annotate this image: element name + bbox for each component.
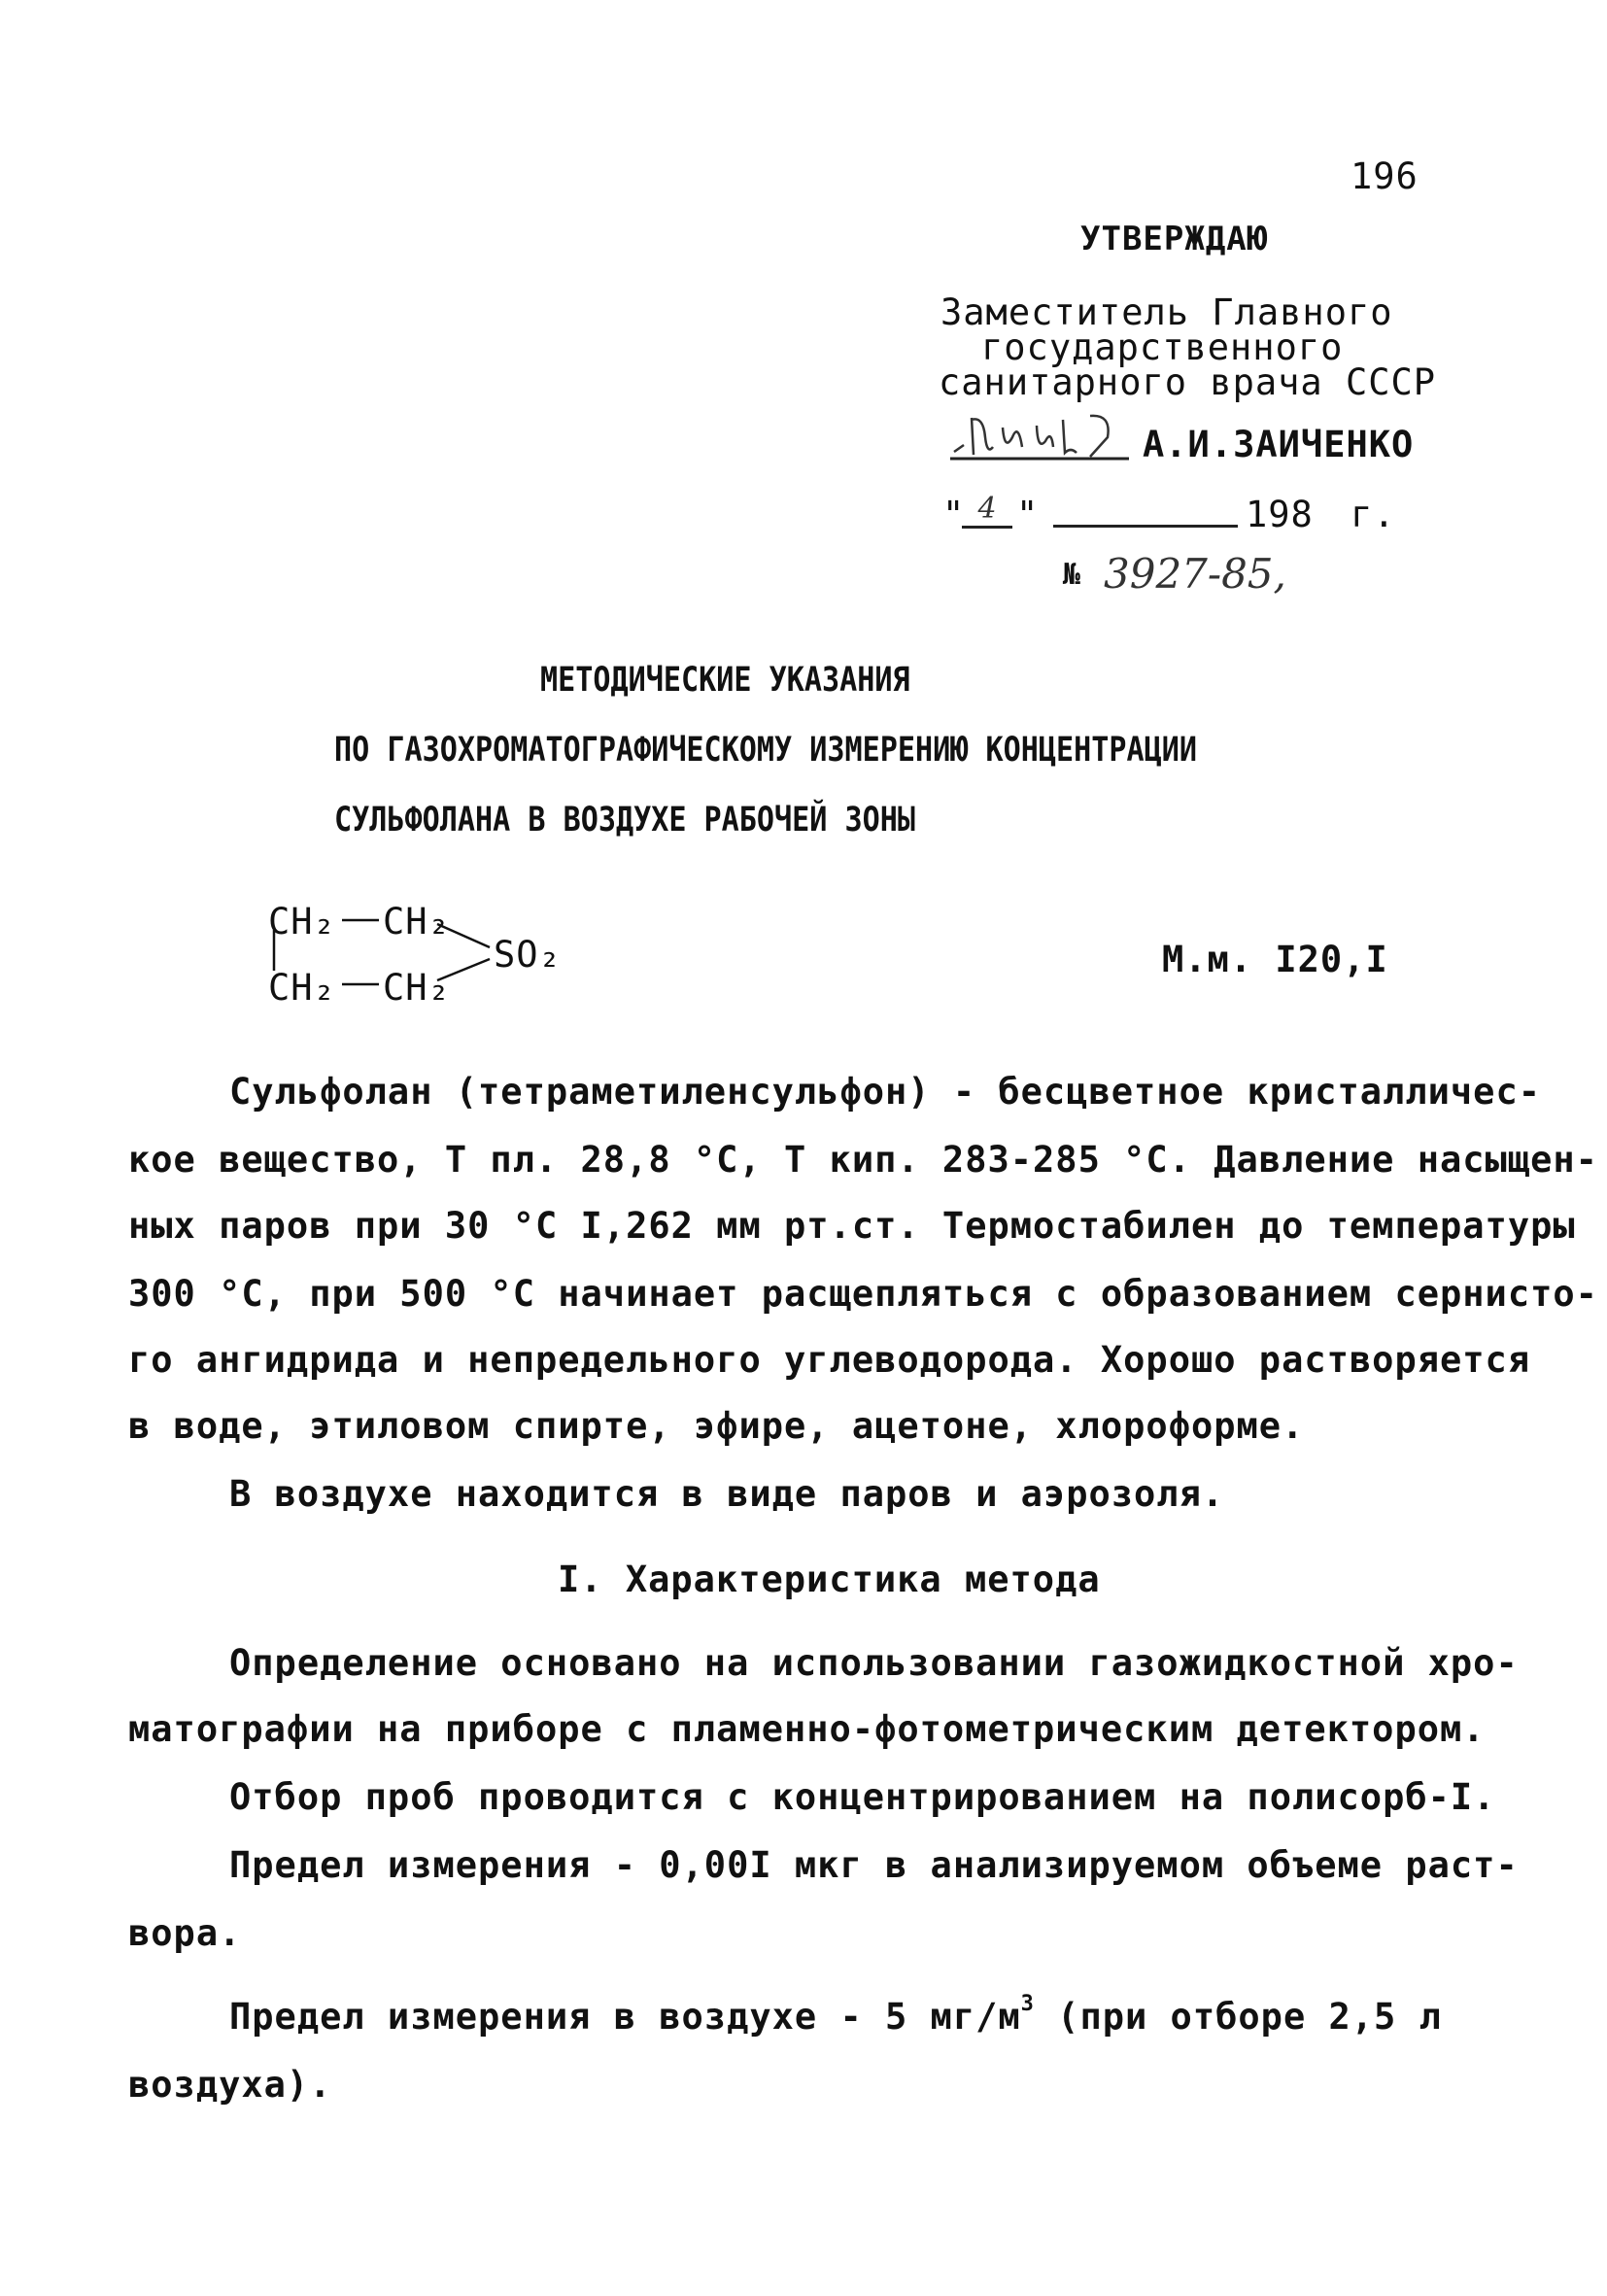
approval-date-year: 198 [1246,494,1314,535]
approval-date-month-line [1053,492,1238,528]
title-line-1: МЕТОДИЧЕСКИЕ УКАЗАНИЯ [540,661,910,700]
structural-formula [264,889,585,1025]
sampling-text: Отбор проб проводится с концентрированием на полисорб-I. [229,1776,1496,1818]
limit-air-line-2: воздуха). [128,2064,332,2106]
description-line-1: Сульфолан (тетраметиленсульфон) - бесцветное кристалличес- [229,1071,1542,1113]
description-line-3: ных паров при 30 °С I,262 мм рт.ст. Термостабилен до температуры [128,1205,1576,1247]
formula-top-left: CH₂ [268,901,336,942]
approval-signatory: А.И.ЗАИЧЕНКО [1143,424,1415,465]
approval-date-day: 4 [962,492,1012,529]
title-line-2: ПО ГАЗОХРОМАТОГРАФИЧЕСКОМУ ИЗМЕРЕНИЮ КОНЦЕНТРАЦИИ [334,731,1197,770]
limit-solution-line-1: Предел измерения - 0,00I мкг в анализируемом объеме раст- [229,1844,1519,1886]
approval-date-suffix: г. [1351,494,1396,535]
formula-bottom-right: CH₂ [383,967,451,1009]
formula-top-right: CH₂ [383,901,451,942]
air-state: В воздухе находится в виде паров и аэрозоля. [229,1473,1225,1515]
page-number: 196 [1351,155,1419,197]
formula-bottom-left: CH₂ [268,967,336,1009]
approval-number: 3927-85, [1104,550,1286,598]
approval-position-line-2: государственного [981,326,1344,368]
limit-air-line-1: Предел измерения в воздухе - 5 $мг/м^3$ (при отборе 2,5 л [229,1992,1442,2038]
formula-so2: SO₂ [494,934,562,976]
limit-solution-line-2: вора. [128,1912,242,1954]
description-line-6: в воде, этиловом спирте, эфире, ацетоне, хлороформе. [128,1405,1305,1447]
method-line-1: Определение основано на использовании газожидкостной хро- [229,1642,1519,1684]
description-line-2: кое вещество, Т пл. 28,8 °С, Т кип. 283-285 °С. Давление насыщен- [128,1139,1598,1181]
title-line-3: СУЛЬФОЛАНА В ВОЗДУХЕ РАБОЧЕЙ ЗОНЫ [334,801,916,840]
description-line-4: 300 °С, при 500 °С начинает расщепляться с образованием сернисто- [128,1273,1598,1315]
signature [944,408,1139,466]
approval-position-line-1: Заместитель Главного [940,291,1393,333]
approval-number-prefix: № [1063,558,1082,592]
description-line-5: го ангидрида и непредельного углеводорода. Хорошо растворяется [128,1339,1531,1381]
molar-mass: М.м. I20,I [1162,939,1388,980]
method-line-2: матографии на приборе с пламенно-фотометрическим детектором. [128,1708,1486,1750]
section-heading: I. Характеристика метода [558,1559,1101,1600]
approval-heading: УТВЕРЖДАЮ [1080,220,1269,258]
approval-position-line-3: санитарного врача СССР [939,361,1437,403]
